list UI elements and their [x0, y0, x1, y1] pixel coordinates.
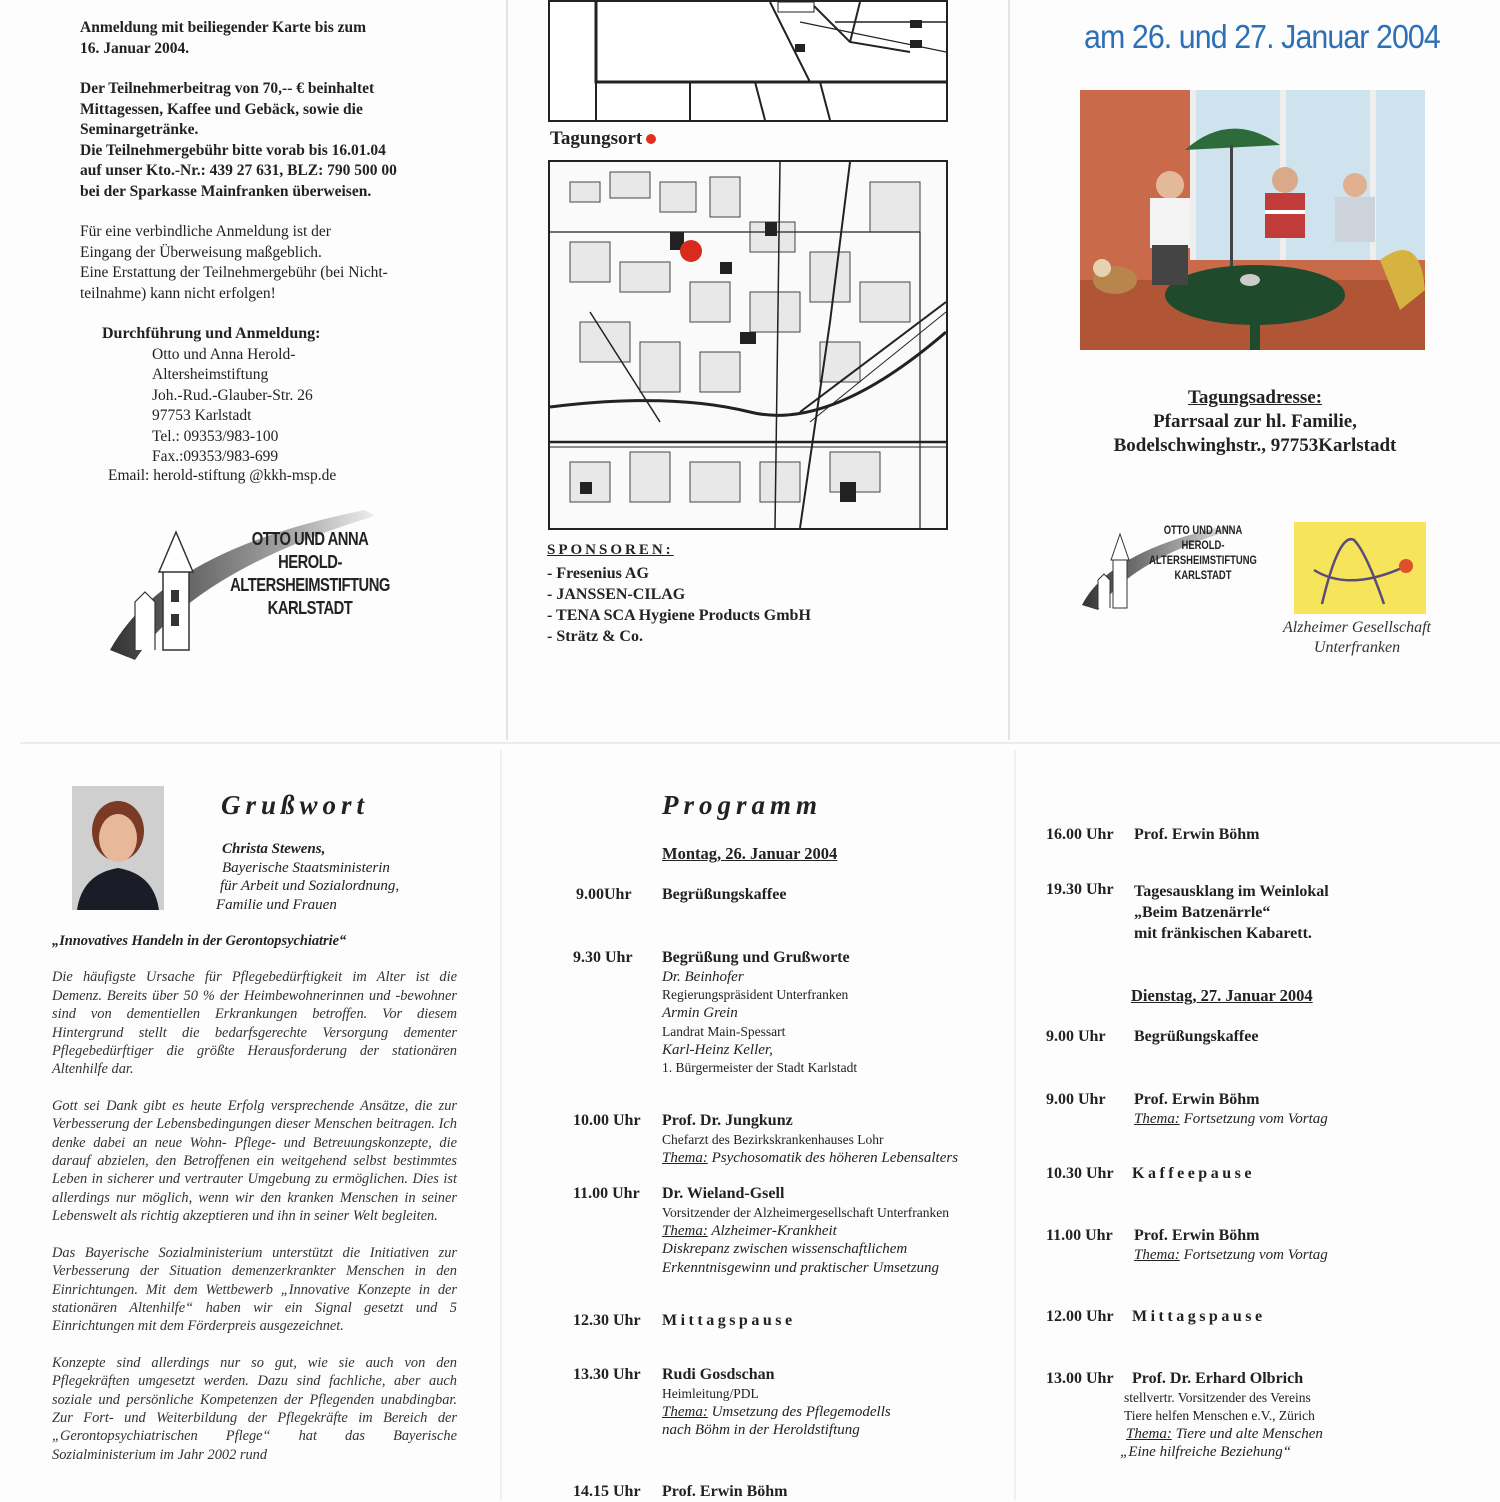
speaker-role: Landrat Main-Spessart [662, 1023, 786, 1039]
item-title: Rudi Gosdschan [662, 1366, 775, 1383]
item-time: 9.00Uhr [576, 886, 632, 903]
sponsor-item: - TENA SCA Hygiene Products GmbH [547, 607, 811, 624]
speaker-name: Dr. Beinhofer [662, 968, 744, 985]
registration-panel [80, 18, 470, 468]
item-title: Tagesausklang im Weinlokal [1134, 883, 1329, 900]
topic-text: Psychosomatik des höheren Lebensalters [711, 1149, 959, 1166]
topic-text: Fortsetzung vom Vortag [1183, 1110, 1328, 1127]
speaker-role: stellvertr. Vorsitzender des Vereins [1124, 1389, 1311, 1405]
city-map [548, 160, 948, 530]
item-time: 13.30 Uhr [573, 1366, 641, 1383]
speaker-role: Chefarzt des Bezirkskrankenhauses Lohr [662, 1131, 884, 1147]
fee-info [80, 79, 470, 202]
venue-label-text: Tagungsort [550, 128, 643, 149]
item-title: Begrüßungskaffee [1134, 1028, 1259, 1045]
text-line: Die Teilnehmergebühr bitte vorab bis 16.01.04 [80, 141, 386, 159]
topic-text: Erkenntnisgewinn und praktischer Umsetzung [662, 1259, 940, 1276]
item-title: Kaffeepause [1132, 1165, 1255, 1182]
fold-line [500, 750, 502, 1500]
text-line: Mittagessen, Kaffee und Gebäck, sowie die [80, 100, 363, 118]
venue-marker-icon [646, 134, 656, 144]
item-time: 11.00 Uhr [573, 1185, 640, 1202]
sponsors-heading: SPONSOREN: [547, 542, 674, 558]
item-time: 12.30 Uhr [573, 1312, 641, 1329]
item-time: 14.15 Uhr [573, 1483, 641, 1500]
item-time: 10.30 Uhr [1046, 1165, 1114, 1182]
logo-text: OTTO UND ANNA HEROLD-ALTERSHEIMSTIFTUNG KARLSTADT [1149, 525, 1257, 582]
text-line: teilnahme) kann nicht erfolgen! [80, 284, 276, 302]
topic-text: nach Böhm in der Heroldstiftung [662, 1422, 860, 1438]
venue-address-heading: Tagungsadresse: [1187, 387, 1323, 408]
organizer-heading: Durchführung und Anmeldung: [102, 325, 321, 342]
directions-map [548, 0, 948, 122]
greeting-body [52, 932, 457, 1482]
text-line: Anmeldung mit beiliegender Karte bis zum [80, 19, 367, 36]
item-title: Begrüßung und Grußworte [662, 949, 850, 966]
topic-text: Alzheimer-Krankheit [711, 1222, 837, 1239]
herold-foundation-logo-small [1080, 520, 1280, 620]
street-map-icon [550, 162, 946, 528]
item-time: 16.00 Uhr [1046, 826, 1114, 843]
day2-heading: Dienstag, 27. Januar 2004 [1131, 986, 1313, 1005]
item-time: 11.00 Uhr [1046, 1227, 1113, 1244]
speaker-role: Heimleitung/PDL [662, 1385, 759, 1401]
item-time: 9.00 Uhr [1046, 1091, 1106, 1108]
fax-number: Fax.:09353/983-699 [152, 448, 279, 465]
phone-number: Tel.: 09353/983-100 [152, 427, 279, 445]
registration-deadline [80, 18, 470, 59]
address-line: Altersheimstiftung [152, 366, 269, 383]
binding-info [80, 222, 470, 304]
greeting-author: Christa Stewens, Bayerische Staatsministerin für Arbeit und Sozialordnung, Familie und Frauen [216, 841, 400, 913]
greeting-paragraph: Die häufigste Ursache für Pflegebedürftigkeit im Alter ist die Demenz. Bereits über 50 % der Heimbewohnerinnen und -bewohner sind von dementiellen Erkrankungen betroffen. Vor diesem Hintergrund stellt die bedarfsgerechte Versorgung dementer Pflegebedürftiger die größte Herausforderung der stationären Altenhilfe dar. [52, 969, 457, 1078]
speaker-name: Karl-Heinz Keller, [662, 1041, 773, 1058]
topic-label: Thema: [662, 1403, 708, 1420]
item-title: Prof. Dr. Erhard Olbrich [1132, 1370, 1304, 1387]
venue-address [1080, 386, 1430, 458]
road-map-icon [550, 2, 946, 120]
item-title: mit fränkischen Kabarett. [1134, 925, 1312, 942]
sponsor-item: - Strätz & Co. [547, 628, 643, 645]
speaker-name: Armin Grein [662, 1005, 738, 1021]
greeting-paragraph: Gott sei Dank gibt es heute Erfolg versprechende Ansätze, die zur Verbesserung der Lebensbedingungen dieser Menschen beitragen. Ich denke dabei an neue Wohn- Pflege- und Betreuungskonzepte, die darauf abzielen, den Betroffenen ein weitgehend selbst bestimmtes Leben in sicherer und vertrauter Umgebung zu ermöglichen. Dies ist allerdings nur möglich, wenn wir den kranken Menschen in seiner Lebenswelt als richtig akzeptieren und ihn in seiner Welt begleiten. [52, 1097, 457, 1225]
item-title: Mittagspause [662, 1312, 796, 1329]
address-line: 97753 Karlstadt [152, 407, 252, 424]
address-line: Otto und Anna Herold- [152, 345, 296, 363]
topic-label: Thema: [1126, 1425, 1172, 1442]
item-time: 13.00 Uhr [1046, 1370, 1114, 1387]
greeting-paragraph: Konzepte sind allerdings nur so gut, wie sie auch von den Pflegekräften umgesetzt werden. Dazu sind fachliche, aber auch soziale und persönliche Kompetenzen der Pflegenden unabdingbar. Zur Fort- und Weiterbildung der Pflegekräfte im Bereich der „Gerontopsychiatrischen Pflege“ hat das Bayerische Sozialministerium im Jahr 2002 rund [52, 1354, 457, 1463]
topic-label: Thema: [662, 1222, 708, 1239]
venue-name: Pfarrsaal zur hl. Familie, [1153, 411, 1357, 432]
topic-label: Thema: [662, 1149, 708, 1166]
portrait-image [72, 786, 164, 910]
speaker-role: Regierungspräsident Unterfranken [662, 987, 849, 1002]
venue-label [550, 128, 656, 150]
topic-text: „Eine hilfreiche Beziehung“ [1120, 1444, 1292, 1460]
topic-label: Thema: [1134, 1246, 1180, 1263]
item-title: Mittagspause [1132, 1308, 1266, 1325]
item-title: Begrüßungskaffee [662, 886, 787, 903]
terrace-photo [1080, 90, 1425, 350]
topic-text: Tiere und alte Menschen [1175, 1425, 1323, 1442]
text-line: Für eine verbindliche Anmeldung ist der [80, 223, 331, 240]
email-address: Email: herold-stiftung @kkh-msp.de [108, 467, 337, 484]
venue-street: Bodelschwinghstr., 97753Karlstadt [1113, 435, 1397, 456]
photo-image [1080, 90, 1425, 350]
fold-line [506, 0, 508, 740]
text-line: Eingang der Überweisung maßgeblich. [80, 243, 322, 261]
greeting-quote: „Innovatives Handeln in der Gerontopsychiatrie“ [52, 933, 347, 949]
sponsor-item: - Fresenius AG [547, 565, 649, 582]
item-title: Prof. Dr. Jungkunz [662, 1112, 793, 1129]
text-line: 16. Januar 2004. [80, 39, 190, 57]
organizer-address [102, 324, 470, 468]
program-title: Programm [662, 790, 823, 820]
minister-portrait [72, 786, 164, 910]
topic-text: Umsetzung des Pflegemodells [711, 1403, 891, 1420]
topic-label: Thema: [1134, 1110, 1180, 1127]
day1-heading: Montag, 26. Januar 2004 [662, 844, 838, 863]
item-time: 9.30 Uhr [573, 949, 633, 966]
alzheimer-society-logo [1294, 522, 1426, 614]
greeting-paragraph: Das Bayerische Sozialministerium unterstützt die Initiativen zur Verbesserung der Situation demenzerkrankter Menschen in den Einrichtungen. Mit dem Wettbewerb „Innovative Konzepte in der stationären Altenhilfe“ haben wir ein Signal gesetzt und 5 Einrichtungen mit dem Förderpreis ausgezeichnet. [52, 1244, 457, 1335]
text-line: bei der Sparkasse Mainfranken überweisen. [80, 182, 372, 200]
speaker-role: 1. Bürgermeister der Stadt Karlstadt [662, 1060, 858, 1075]
greeting-title: Grußwort [221, 790, 370, 820]
item-title: Prof. Erwin Böhm [1134, 826, 1260, 843]
venue-location-marker [680, 240, 702, 262]
item-time: 10.00 Uhr [573, 1112, 641, 1129]
event-date-title: am 26. und 27. Januar 2004 [1084, 18, 1440, 55]
item-title: Dr. Wieland-Gsell [662, 1185, 785, 1202]
speaker-role: Tiere helfen Menschen e.V., Zürich [1124, 1407, 1315, 1423]
sponsors-section [547, 540, 811, 647]
text-line: auf unser Kto.-Nr.: 439 27 631, BLZ: 790 500 00 [80, 162, 397, 179]
topic-text: Fortsetzung vom Vortag [1183, 1246, 1328, 1263]
speaker-role: Vorsitzender der Alzheimergesellschaft Unterfranken [662, 1204, 950, 1220]
text-line: Seminargetränke. [80, 121, 199, 138]
logo-text: OTTO UND ANNA HEROLD-ALTERSHEIMSTIFTUNG KARLSTADT [230, 529, 390, 618]
item-title: „Beim Batzenärrle“ [1134, 904, 1271, 921]
address-line: Joh.-Rud.-Glauber-Str. 26 [152, 386, 313, 404]
text-line: Der Teilnehmerbeitrag von 70,-- € beinhaltet [80, 80, 375, 97]
item-title: Prof. Erwin Böhm [1134, 1227, 1260, 1244]
alzheimer-society-caption: Alzheimer Gesellschaft Unterfranken [1283, 619, 1431, 656]
herold-foundation-logo [105, 510, 435, 660]
topic-text: Diskrepanz zwischen wissenschaftlichem [662, 1241, 908, 1257]
fold-line [20, 742, 1500, 744]
alzheimer-a-icon [1294, 522, 1426, 614]
fold-line [1008, 0, 1010, 740]
text-line: Eine Erstattung der Teilnehmergebühr (bei Nicht- [80, 264, 388, 281]
item-title: Prof. Erwin Böhm [1134, 1091, 1260, 1108]
sponsor-item: - JANSSEN-CILAG [547, 586, 686, 603]
fold-line [1014, 750, 1016, 1500]
item-title: Prof. Erwin Böhm [662, 1483, 788, 1500]
item-time: 12.00 Uhr [1046, 1308, 1114, 1325]
item-time: 19.30 Uhr [1046, 881, 1114, 898]
item-time: 9.00 Uhr [1046, 1028, 1106, 1045]
